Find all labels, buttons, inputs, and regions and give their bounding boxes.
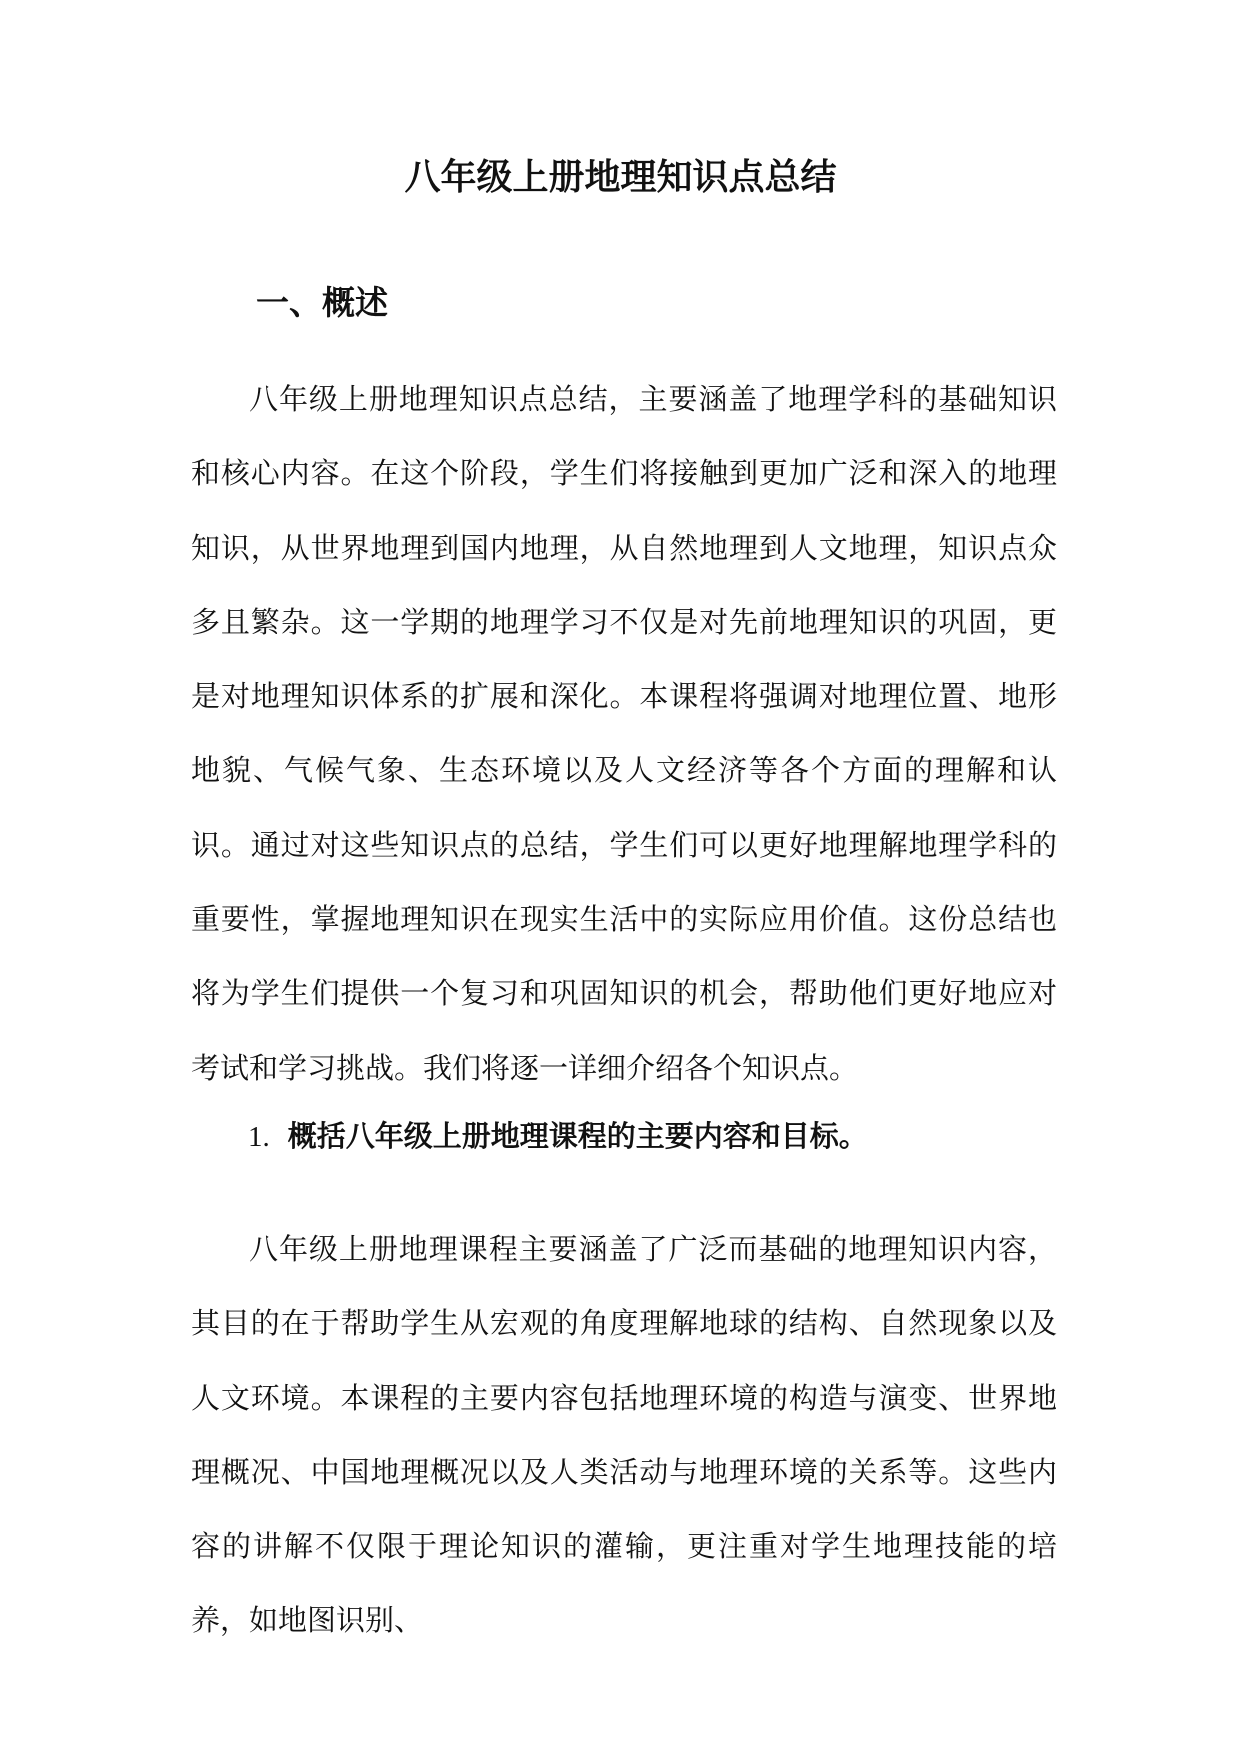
subsection-heading: [248, 1111, 868, 1162]
subsection-heading-text: 概括八年级上册地理课程的主要内容和目标。: [287, 1119, 868, 1153]
document-title: 八年级上册地理知识点总结: [404, 156, 837, 198]
course-content-paragraph: 八年级上册地理课程主要涵盖了广泛而基础的地理知识内容，其目的在于帮助学生从宏观的角度理解地球的结构、自然现象以及人文环境。本课程的主要内容包括地理环境的构造与演变、世界地理概况、中国地理概况以及人类活动与地理环境的关系等。这些内容的讲解不仅限于理论知识的灌输，更注重对学生地理技能的培养，如地图识别、: [191, 1232, 1057, 1638]
subsection-number: 1.: [248, 1121, 270, 1153]
section-heading-overview: 一、概述: [256, 283, 388, 322]
overview-paragraph: 八年级上册地理知识点总结，主要涵盖了地理学科的基础知识和核心内容。在这个阶段，学生们将接触到更加广泛和深入的地理知识，从世界地理到国内地理，从自然地理到人文地理，知识点众多且繁杂。这一学期的地理学习不仅是对先前地理知识的巩固，更是对地理知识体系的扩展和深化。本课程将强调对地理位置、地形地貌、气候气象、生态环境以及人文经济等各个方面的理解和认识。通过对这些知识点的总结，学生们可以更好地理解地理学科的重要性，掌握地理知识在现实生活中的实际应用价值。这份总结也将为学生们提供一个复习和巩固知识的机会，帮助他们更好地应对考试和学习挑战。我们将逐一详细介绍各个知识点。: [191, 382, 1057, 1085]
